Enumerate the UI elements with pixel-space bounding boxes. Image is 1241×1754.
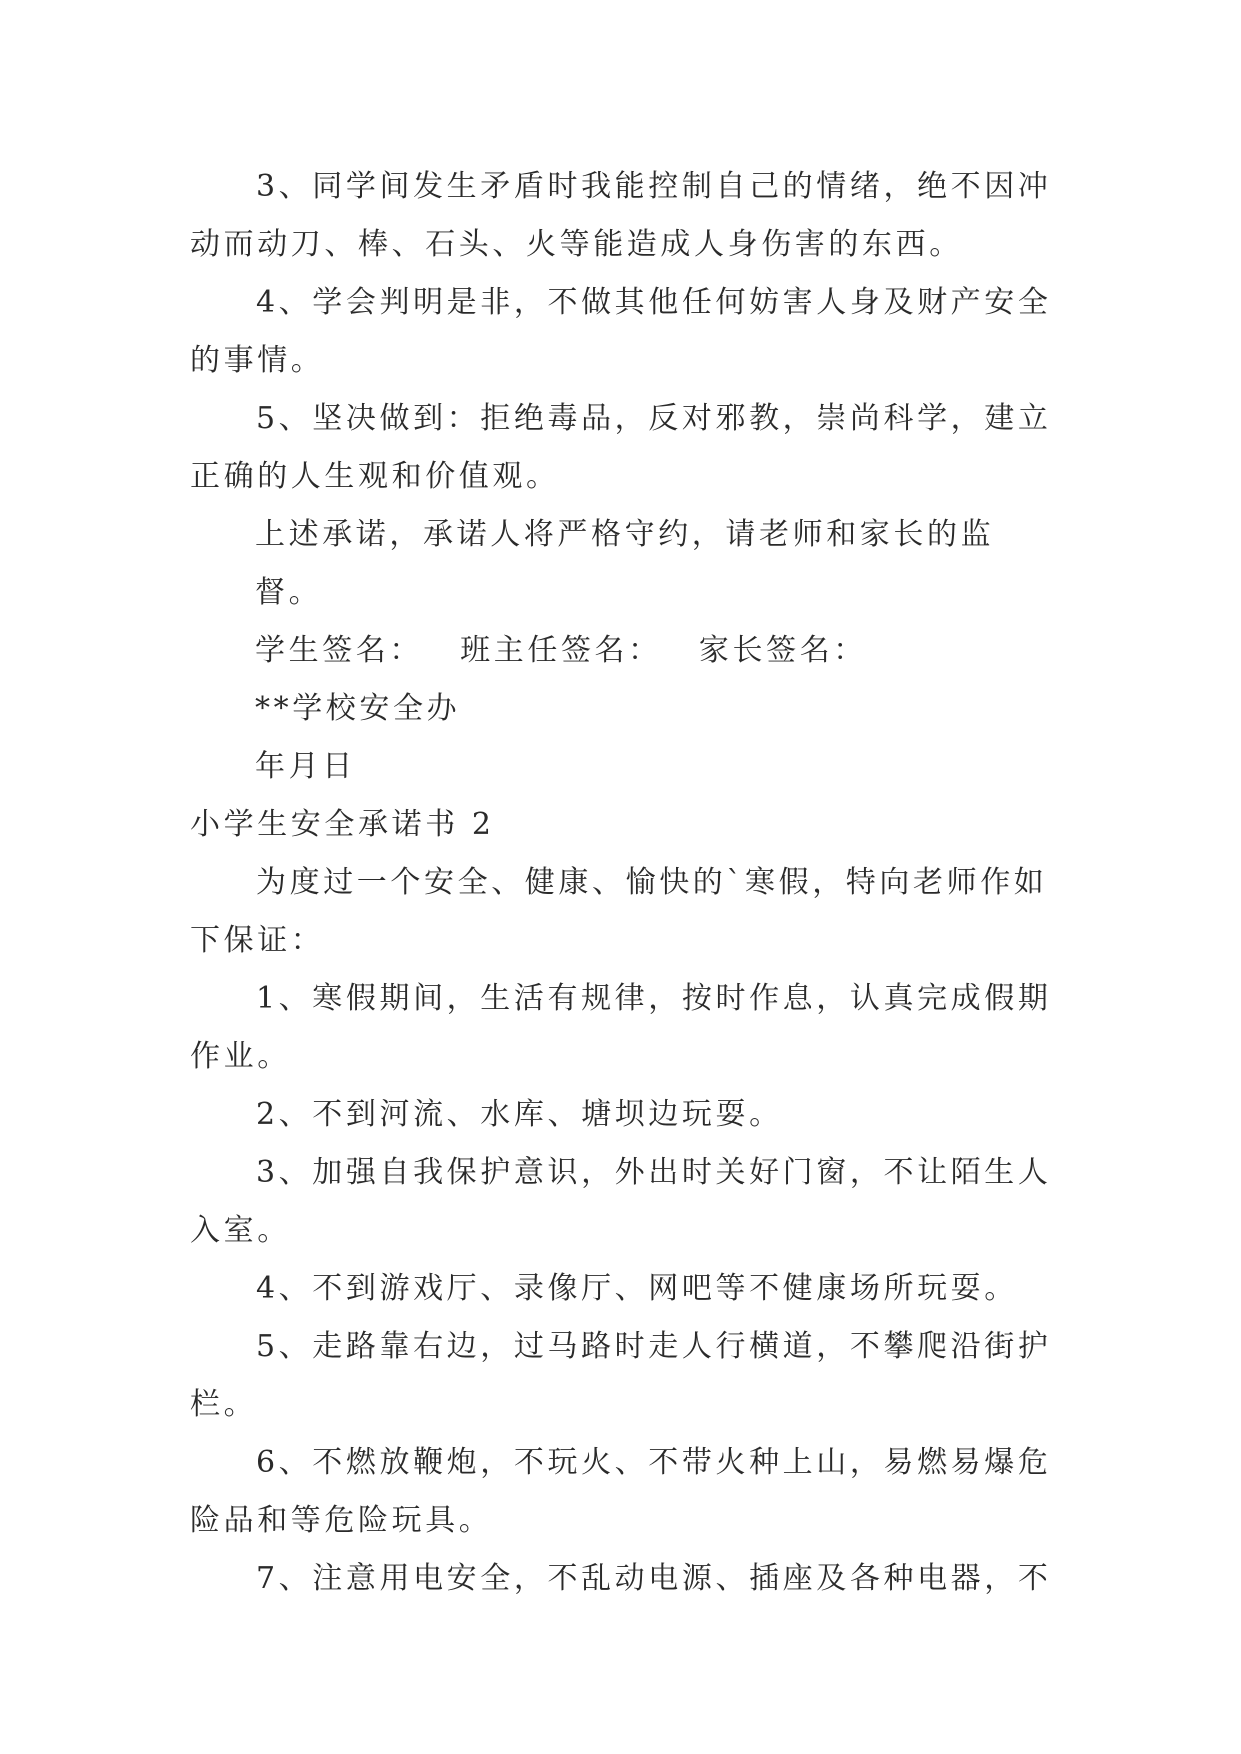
guarantee-item-1: 1、寒假期间，生活有规律，按时作息，认真完成假期作业。 <box>190 981 1052 1074</box>
issue-date: 年月日 <box>255 749 356 784</box>
guarantee-item-3: 3、加强自我保护意识，外出时关好门窗，不让陌生人入室。 <box>190 1155 1052 1248</box>
guarantee-item-5: 5、走路靠右边，过马路时走人行横道，不攀爬沿街护栏。 <box>190 1329 1052 1422</box>
student-signature-label: 学生签名： <box>255 633 423 668</box>
guarantee-item-6: 6、不燃放鞭炮，不玩火、不带火种上山，易燃易爆危险品和等危险玩具。 <box>190 1445 1052 1538</box>
parent-signature-label: 家长签名： <box>698 633 867 668</box>
closing-statement: 上述承诺，承诺人将严格守约，请老师和家长的监督。 <box>255 517 995 610</box>
promise-item-5: 5、坚决做到：拒绝毒品，反对邪教，崇尚科学，建立正确的人生观和价值观。 <box>190 401 1052 494</box>
section-title: 小学生安全承诺书 2 <box>190 807 495 842</box>
promise-item-3: 3、同学间发生矛盾时我能控制自己的情绪，绝不因冲动而动刀、棒、石头、火等能造成人身伤害的东西。 <box>190 169 1052 262</box>
issuer-name: **学校安全办 <box>255 691 461 726</box>
signature-row <box>190 622 1060 680</box>
guarantee-item-4: 4、不到游戏厅、录像厅、网吧等不健康场所玩耍。 <box>256 1271 1018 1306</box>
guarantee-item-2: 2、不到河流、水库、塘坝边玩耍。 <box>256 1097 783 1132</box>
guarantee-item-7: 7、注意用电安全，不乱动电源、插座及各种电器，不 <box>256 1561 1052 1596</box>
promise-item-4: 4、学会判明是非，不做其他任何妨害人身及财产安全的事情。 <box>190 285 1052 378</box>
teacher-signature-label: 班主任签名： <box>460 633 662 668</box>
section-intro: 为度过一个安全、健康、愉快的`寒假，特向老师作如下保证： <box>190 865 1048 958</box>
document-body <box>190 158 1060 1608</box>
